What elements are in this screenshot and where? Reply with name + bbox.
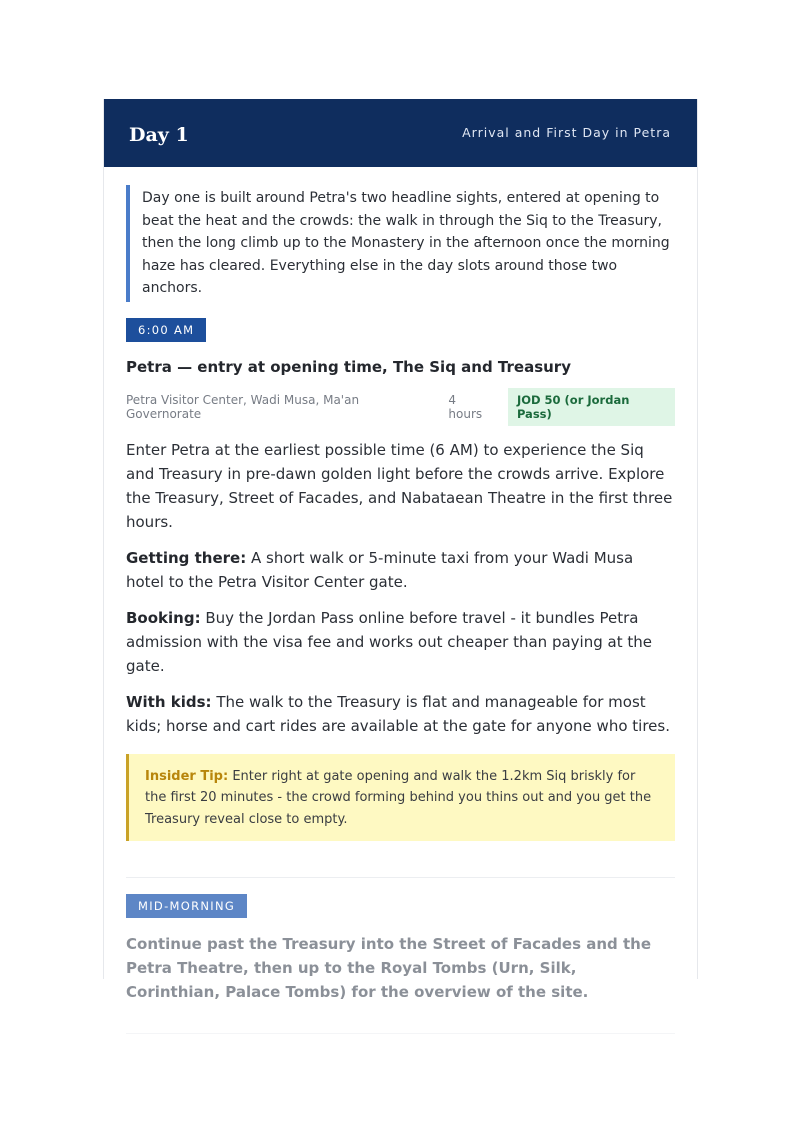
time-badge: 6:00 AM — [126, 318, 206, 342]
mid-morning-description: Continue past the Treasury into the Street of Facades and the Petra Theatre, then up to the Royal Tombs (Urn, Silk, Corinthian, Palace Tombs) for the overview of the site. — [126, 935, 652, 1002]
tip-text: Enter right at gate opening and walk the 1.2km Siq briskly for the first 20 minutes - the crowd forming behind you thins out and you get the Treasury reveal close to empty. — [145, 768, 652, 827]
section-divider-faint — [126, 1033, 675, 1034]
tip-label: Insider Tip: — [145, 768, 229, 784]
day-header — [104, 99, 697, 167]
activity-duration: 4 hours — [448, 392, 483, 421]
activity-description: Enter Petra at the earliest possible time (6 AM) to experience the Siq and Treasury in pre-dawn golden light before the crowds arrive. Explore the Treasury, Street of Facades, and Nabataean Theatre in the first three hours. — [126, 440, 673, 531]
price-badge: JOD 50 (or Jordan Pass) — [508, 388, 675, 426]
slot-6am — [126, 302, 675, 842]
day-subtitle: Arrival and First Day in Petra — [462, 124, 671, 140]
time-badge-mid-morning: MID-MORNING — [126, 894, 247, 918]
activity-meta — [126, 388, 675, 426]
activity-location: Petra Visitor Center, Wadi Musa, Ma'an Governorate — [126, 392, 360, 421]
booking-text: Buy the Jordan Pass online before travel - it bundles Petra admission with the visa fee and works out cheaper than paying at the gate. — [126, 608, 652, 675]
booking-paragraph — [126, 606, 675, 678]
booking-label: Booking: — [126, 608, 201, 627]
kids-label: With kids: — [126, 692, 212, 711]
kids-text: The walk to the Treasury is flat and manageable for most kids; horse and cart rides are available at the gate for anyone who tires. — [126, 692, 670, 735]
day-title: Day 1 — [129, 124, 189, 146]
day-content — [104, 167, 697, 1034]
day-intro: Day one is built around Petra's two headline sights, entered at opening to beat the heat and the crowds: the walk in through the Siq to the Treasury, then the long climb up to the Monastery in the afternoon once the morning haze has cleared. Everything else in the day slots around those two anchors. — [126, 185, 675, 302]
kids-paragraph — [126, 690, 675, 738]
activity-title: Petra — entry at opening time, The Siq and Treasury — [126, 357, 571, 376]
insider-tip — [126, 754, 675, 842]
getting-there-text: A short walk or 5-minute taxi from your Wadi Musa hotel to the Petra Visitor Center gate. — [126, 548, 634, 591]
getting-there-label: Getting there: — [126, 548, 247, 567]
slot-mid-morning — [126, 878, 675, 1004]
getting-there-paragraph — [126, 546, 675, 594]
itinerary-day-card — [103, 99, 698, 1002]
